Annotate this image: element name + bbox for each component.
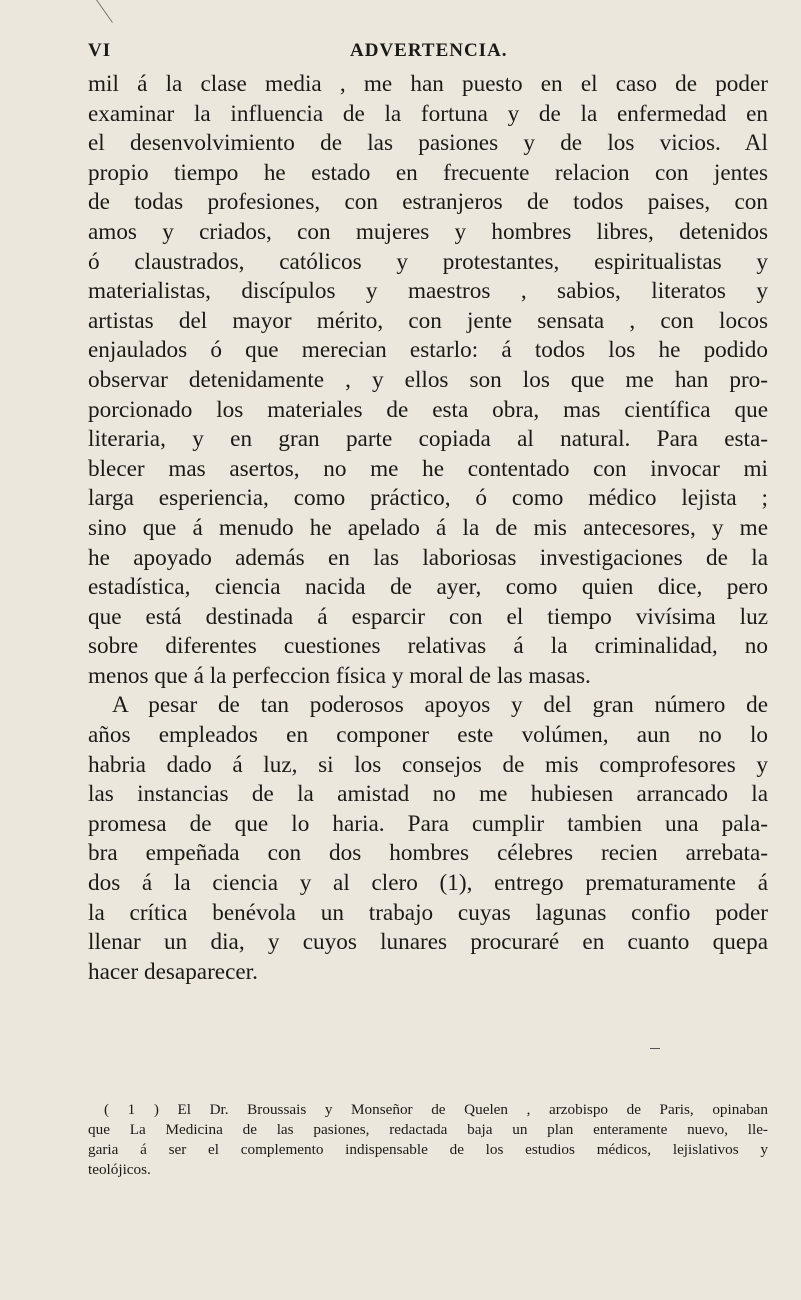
text-line: porcionado los materiales de esta obra, mas científica que [88, 396, 768, 423]
text-line: materialistas, discípulos y maestros , sabios, literatos y [88, 278, 768, 305]
text-line: la crítica benévola un trabajo cuyas lagunas confio poder [88, 899, 768, 926]
text-line: estadística, ciencia nacida de ayer, como quien dice, pero [88, 574, 768, 601]
stray-mark [650, 1048, 660, 1049]
text-line: que está destinada á esparcir con el tiempo vivísima luz [88, 603, 768, 630]
text-line: mil á la clase media , me han puesto en el caso de poder [88, 71, 768, 97]
text-line: años empleados en componer este volúmen, aun no lo [88, 722, 768, 749]
text-line: menos que á la perfeccion física y moral de las masas. [88, 662, 591, 689]
text-line: artistas del mayor mérito, con jente sensata , con locos [88, 307, 768, 334]
text-line: blecer mas asertos, no me he contentado con invocar mi [88, 455, 768, 482]
text-line: examinar la influencia de la fortuna y de la enfermedad en [88, 100, 768, 127]
text-line: A pesar de tan poderosos apoyos y del gran número de [112, 692, 768, 719]
text-line: observar detenidamente , y ellos son los que me han pro- [88, 366, 768, 393]
footnote-line: garia á ser el complemento indispensable de los estudios médicos, lejislativos y [88, 1141, 768, 1158]
text-line: sino que á menudo he apelado á la de mis antecesores, y me [88, 514, 768, 541]
text-line: larga esperiencia, como práctico, ó como médico lejista ; [88, 485, 768, 512]
text-line: bra empeñada con dos hombres célebres recien arrebata- [88, 840, 768, 867]
footnote [88, 1100, 768, 1180]
text-line: las instancias de la amistad no me hubiesen arrancado la [88, 781, 768, 808]
text-line: habria dado á luz, si los consejos de mis comprofesores y [88, 751, 768, 778]
running-head: ADVERTENCIA. [350, 40, 508, 61]
paragraph-2 [88, 691, 768, 987]
page-header [88, 40, 768, 64]
footnote-line: teolójicos. [88, 1161, 151, 1178]
text-line: dos á la ciencia y al clero (1), entrego prematuramente á [88, 870, 768, 897]
text-line: hacer desaparecer. [88, 958, 258, 985]
text-line: de todas profesiones, con estranjeros de todos paises, con [88, 189, 768, 216]
text-line: propio tiempo he estado en frecuente relacion con jentes [88, 159, 768, 186]
text-line: he apoyado además en las laboriosas investigaciones de la [88, 544, 768, 571]
text-line: ó claustrados, católicos y protestantes, espiritualistas y [88, 248, 768, 275]
page-number: VI [88, 40, 112, 61]
text-line: amos y criados, con mujeres y hombres libres, detenidos [88, 218, 768, 245]
paragraph-1 [88, 70, 768, 691]
text-line: el desenvolvimiento de las pasiones y de los vicios. Al [88, 130, 768, 157]
page-corner-mark [96, 0, 113, 23]
text-line: sobre diferentes cuestiones relativas á la criminalidad, no [88, 633, 768, 660]
text-line: literaria, y en gran parte copiada al natural. Para esta- [88, 426, 768, 453]
text-line: llenar un dia, y cuyos lunares procuraré en cuanto quepa [88, 929, 768, 956]
text-line: enjaulados ó que merecian estarlo: á todos los he podido [88, 337, 768, 364]
footnote-line: que La Medicina de las pasiones, redactada baja un plan enteramente nuevo, lle- [88, 1121, 768, 1138]
body-text [88, 70, 768, 987]
text-line: promesa de que lo haria. Para cumplir tambien una pala- [88, 810, 768, 837]
footnote-line: ( 1 ) El Dr. Broussais y Monseñor de Quelen , arzobispo de Paris, opinaban [104, 1101, 768, 1118]
